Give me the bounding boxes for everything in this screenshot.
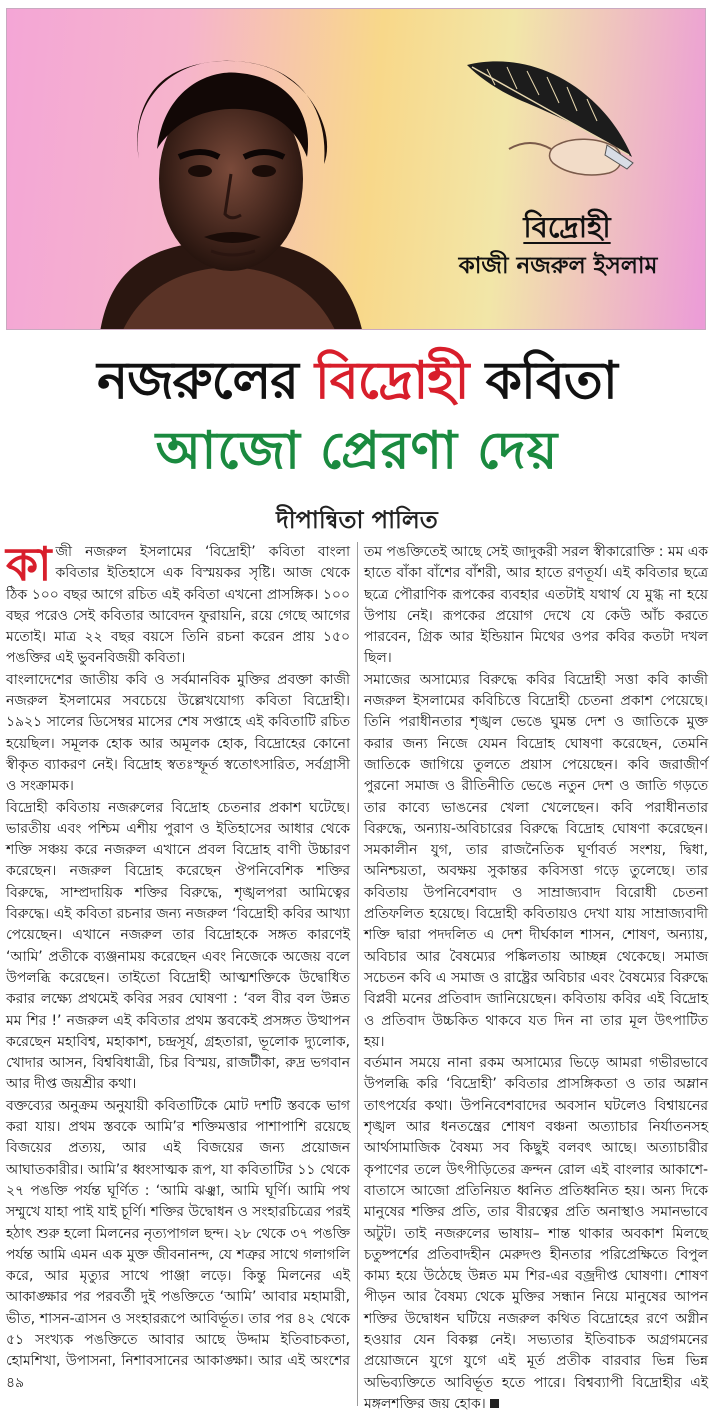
headline-word-3: কবিতা bbox=[485, 351, 617, 411]
article-column-right bbox=[364, 542, 708, 1415]
article-paragraph: বাংলাদেশের জাতীয় কবি ও সর্বমানবিক মুক্তির প্রবক্তা কাজী নজরুল ইসলামের সবচেয়ে উল্লেখযোগ্য কবিতা বিদ্রোহী। ১৯২১ সালের ডিসেম্বর মাসের শেষ সপ্তাহে এই কবিতাটি রচিত হয়েছিল। সমূলক হোক আর অমূলক হোক, বিদ্রোহের কোনো স্বীকৃত ব্যাকরণ নেই। বিদ্রোহ স্বতঃস্ফূর্ত স্বতোৎসারিত, সর্বগ্রাসী ও সংক্রামক। bbox=[6, 671, 350, 795]
headline-line-2: আজো প্রেরণা দেয় bbox=[155, 421, 559, 481]
article-paragraph: তম পঙক্তিতেই আছে সেই জাদুকরী সরল স্বীকারোক্তি : মম এক হাতে বাঁকা বাঁশের বাঁশরী, আর হাতে রণতূর্য। এই কবিতার ছত্রে ছত্রে পৌরাণিক রূপকের ব্যবহার এতটাই যথার্থ যে মুগ্ধ না হয়ে উপায় নেই। রূপকের প্রয়োগ দেখে যে কেউ আঁচ করতে পারবেন, গ্রিক আর ইন্ডিয়ান মিথের ওপর কবির কতটা দখল ছিল। bbox=[364, 544, 708, 667]
poem-title: বিদ্রোহী bbox=[523, 210, 611, 244]
column-divider bbox=[357, 542, 358, 1406]
quill-hand-icon bbox=[447, 45, 647, 195]
paragraph-text: জী নজরুল ইসলামের ‘বিদ্রোহী’ কবিতা বাংলা কবিতার ইতিহাসে এক বিস্ময়কর সৃষ্টি। আজ থেকে ঠিক ১০০ বছর আগে রচিত এই কবিতা এখনো প্রাসঙ্গিক। ১০০ বছর পরেও সেই কবিতার আবেদন ফুরায়নি, রয়ে গেছে আগের মতোই। মাত্র ২২ বছর বয়সে তিনি রচনা করেন প্রায় ১৫০ পঙক্তির এই ভুবনবিজয়ী কবিতা। bbox=[6, 544, 350, 667]
headline-word-1: নজরুলের bbox=[97, 351, 298, 411]
drop-cap: কা bbox=[6, 537, 52, 591]
headline-word-highlight: বিদ্রোহী bbox=[314, 351, 469, 411]
headline-line-1 bbox=[0, 348, 714, 414]
poet-portrait bbox=[79, 39, 379, 330]
article-column-left bbox=[6, 537, 350, 1394]
author-byline: দীপান্বিতা পালিত bbox=[276, 506, 438, 534]
article-paragraph: সমাজের অসাম্যের বিরুদ্ধে কবির বিদ্রোহী সত্তা কবি কাজী নজরুল ইসলামের কবিচিত্তে বিদ্রোহী চেতনা প্রকাশ পেয়েছে। তিনি পরাধীনতার শৃঙ্খল ভেঙে ঘুমন্ত দেশ ও জাতিকে মুক্ত করার জন্য নিজে যেমন বিদ্রোহ ঘোষণা করেছেন, তেমনি জাতিকে জাগিয়ে তুলতে প্রয়াস পেয়েছেন। কবি জরাজীর্ণ পুরনো সমাজ ও রীতিনীতি ভেঙে নতুন দেশ ও জাতি গড়তে তার কাব্যে ভাঙনের খেলা খেলেছেন। কবি পরাধীনতার বিরুদ্ধে, অন্যায়-অবিচারের বিরুদ্ধে বিদ্রোহ ঘোষণা করেছেন। সমকালীন যুগ, তার রাজনৈতিক ঘূর্ণাবর্ত সংশয়, দ্বিধা, অনিশ্চয়তা, অবক্ষয় সুকান্তর কবিসত্তা গড়ে তুলেছে। তার কবিতায় উপনিবেশবাদ ও সাম্রাজ্যবাদ বিরোধী চেতনা প্রতিফলিত হয়েছে। বিদ্রোহী কবিতায়ও দেখা যায় সাম্রাজ্যবাদী শক্তি দ্বারা পদদলিত এ দেশ দীর্ঘকাল শাসন, শোষণ, অন্যায়, অবিচার আর বৈষম্যের পঙ্কিলতায় আচ্ছন্ন থেকেছে। সমাজ সচেতন কবি এ সমাজ ও রাষ্ট্রের অবিচার এবং বৈষম্যের বিরুদ্ধে বিপ্লবী মনের প্রতিবাদ জানিয়েছেন। কবিতায় কবির এই বিদ্রোহ ও প্রতিবাদ উচ্চকিত থাকবে যত দিন না তার মূল উৎপাটিত হয়। bbox=[364, 671, 708, 1050]
article-paragraph: বিদ্রোহী কবিতায় নজরুলের বিদ্রোহ চেতনার প্রকাশ ঘটেছে। ভারতীয় এবং পশ্চিম এশীয় পুরাণ ও ইতিহাসের আধার থেকে শক্তি সঞ্চয় করে নজরুল এখানে প্রবল বিদ্রোহ বাণী উচ্চারণ করেছেন। নজরুল বিদ্রোহ করেছেন ঔপনিবেশিক শক্তির বিরুদ্ধে, সাম্প্রদায়িক শক্তির বিরুদ্ধে, শৃঙ্খলপরা আমিত্বের বিরুদ্ধে। এই কবিতা রচনার জন্য নজরুল ‘বিদ্রোহী কবির আখ্যা পেয়েছেন। এখানে নজরুল তার বিদ্রোহকে সঙ্গত কারণেই ‘আমি’ প্রতীকে ব্যঞ্জনাময় করেছেন এবং নিজেকে অজেয় বলে উপলব্ধি করেছেন। তাইতো বিদ্রোহী আত্মশক্তিকে উদ্বোধিত করার লক্ষ্যে প্রথমেই কবির সরব ঘোষণা : ‘বল বীর বল উন্নত মম শির !’ নজরুল এই কবিতার প্রথম স্তবকেই প্রসঙ্গত উত্থাপন করেছেন মহাবিশ্ব, মহাকাশ, চন্দ্রসূর্য, গ্রহতারা, ভূলোক দ্যুলোক, খোদার আসন, বিশ্ববিধাত্রী, চির বিস্ময়, রাজটীকা, রুদ্র ভগবান আর দীপ্ত জয়শ্রীর কথা। bbox=[6, 799, 350, 1093]
poem-banner bbox=[6, 8, 706, 330]
end-mark-icon bbox=[490, 1399, 499, 1408]
article-paragraph bbox=[364, 1053, 708, 1415]
article-paragraph bbox=[6, 537, 350, 670]
article-paragraph: বক্তব্যের অনুক্রম অনুযায়ী কবিতাটিকে মোট দশটি স্তবকে ভাগ করা যায়। প্রথম স্তবকে আমি’র শক্তিমত্তার পাশাপাশি রয়েছে বিজয়ের প্রত্যয়, আর এই বিজয়ের জন্য প্রয়োজন আঘাতকারীর। আমি’র ধ্বংসাত্মক রূপ, যা কবিতাটির ১১ থেকে ২৭ পঙক্তি পর্যন্ত ঘূর্ণিত : ‘আমি ঝঞ্ঝা, আমি ঘূর্ণি। আমি পথ সম্মুখে যাহা পাই যাই চূর্ণি। শক্তির উদ্বোধন ও সংহারচিত্রের পরই হঠাৎ শুরু হলো মিলনের নৃত্যপাগল ছন্দ। ২৮ থেকে ৩৭ পঙক্তি পর্যন্ত আমি এমন এক মুক্ত জীবনানন্দ, যে শত্রুর সাথে গলাগলি করে, আর মৃত্যুর সাথে পাঞ্জা লড়ে। কিন্তু মিলনের এই আকাঙ্ক্ষার পর পরবর্তী দুই পঙক্তিতে ‘আমি’ আবার মহামারী, ভীত, শাসন-ত্রাসন ও সংহাররূপে আবির্ভূত। তার পর ৪২ থেকে ৫১ সংখ্যক পঙক্তিতে আবার আছে উদ্দাম ইতিবাচকতা, হোমশিখা, উপাসনা, নিশাবসানের আকাঙ্ক্ষা। আর এই অংশের ৪৯ bbox=[6, 1097, 350, 1391]
poet-name: কাজী নজরুল ইসলাম bbox=[458, 253, 658, 279]
paragraph-text: বর্তমান সময়ে নানা রকম অসাম্যের ভিড়ে আমরা গভীরভাবে উপলব্ধি করি ‘বিদ্রোহী’ কবিতার প্রাসঙ্গিকতা ও তার অম্লান তাৎপর্যের কথা। উপনিবেশবাদের অবসান ঘটলেও বিশ্বায়নের শৃঙ্খল আর ধনতন্ত্রের শোষণ বঞ্চনা অত্যাচার নির্যাতনসহ আর্থসামাজিক বৈষম্য সব কিছুই বলবৎ আছে। অত্যাচারীর কৃপাণের তলে উৎপীড়িতের ক্রন্দন রোল এই বাংলার আকাশে-বাতাসে আজো প্রতিনিয়ত ধ্বনিত প্রতিধ্বনিত হয়। অন্য দিকে মানুষের শক্তির প্রতি, তার বীরত্বের প্রতি অনাস্থাও সমানভাবে অটুট। তাই নজরুলের ভাষায়– শান্ত থাকার অবকাশ মিলছে চতুষ্পর্শের প্রতিবাদহীন মেরুদণ্ড হীনতার পরিপ্রেক্ষিতে বিপুল কাম্য হয়ে উঠেছে উন্নত মম শির-এর বজ্রদীপ্ত ঘোষণা। শোষণ পীড়ন আর বৈষম্য থেকে মুক্তির সন্ধান নিয়ে মানুষের আপন শক্তির উদ্বোধন ঘটিয়ে নজরুল কথিত বিদ্রোহের রণে অগ্নীন হওয়ার যেন বিকল্প নেই। সভ্যতার ইতিবাচক অগ্রগমনের প্রয়োজনে যুগে যুগে এই মূর্ত প্রতীক বারবার ভিন্ন ভিন্ন অভিব্যক্তিতে আবির্ভূত হতে পারে। বিশ্বব্যাপী বিদ্রোহীর এই মঙ্গলশক্তির জয় হোক। bbox=[364, 1055, 708, 1412]
